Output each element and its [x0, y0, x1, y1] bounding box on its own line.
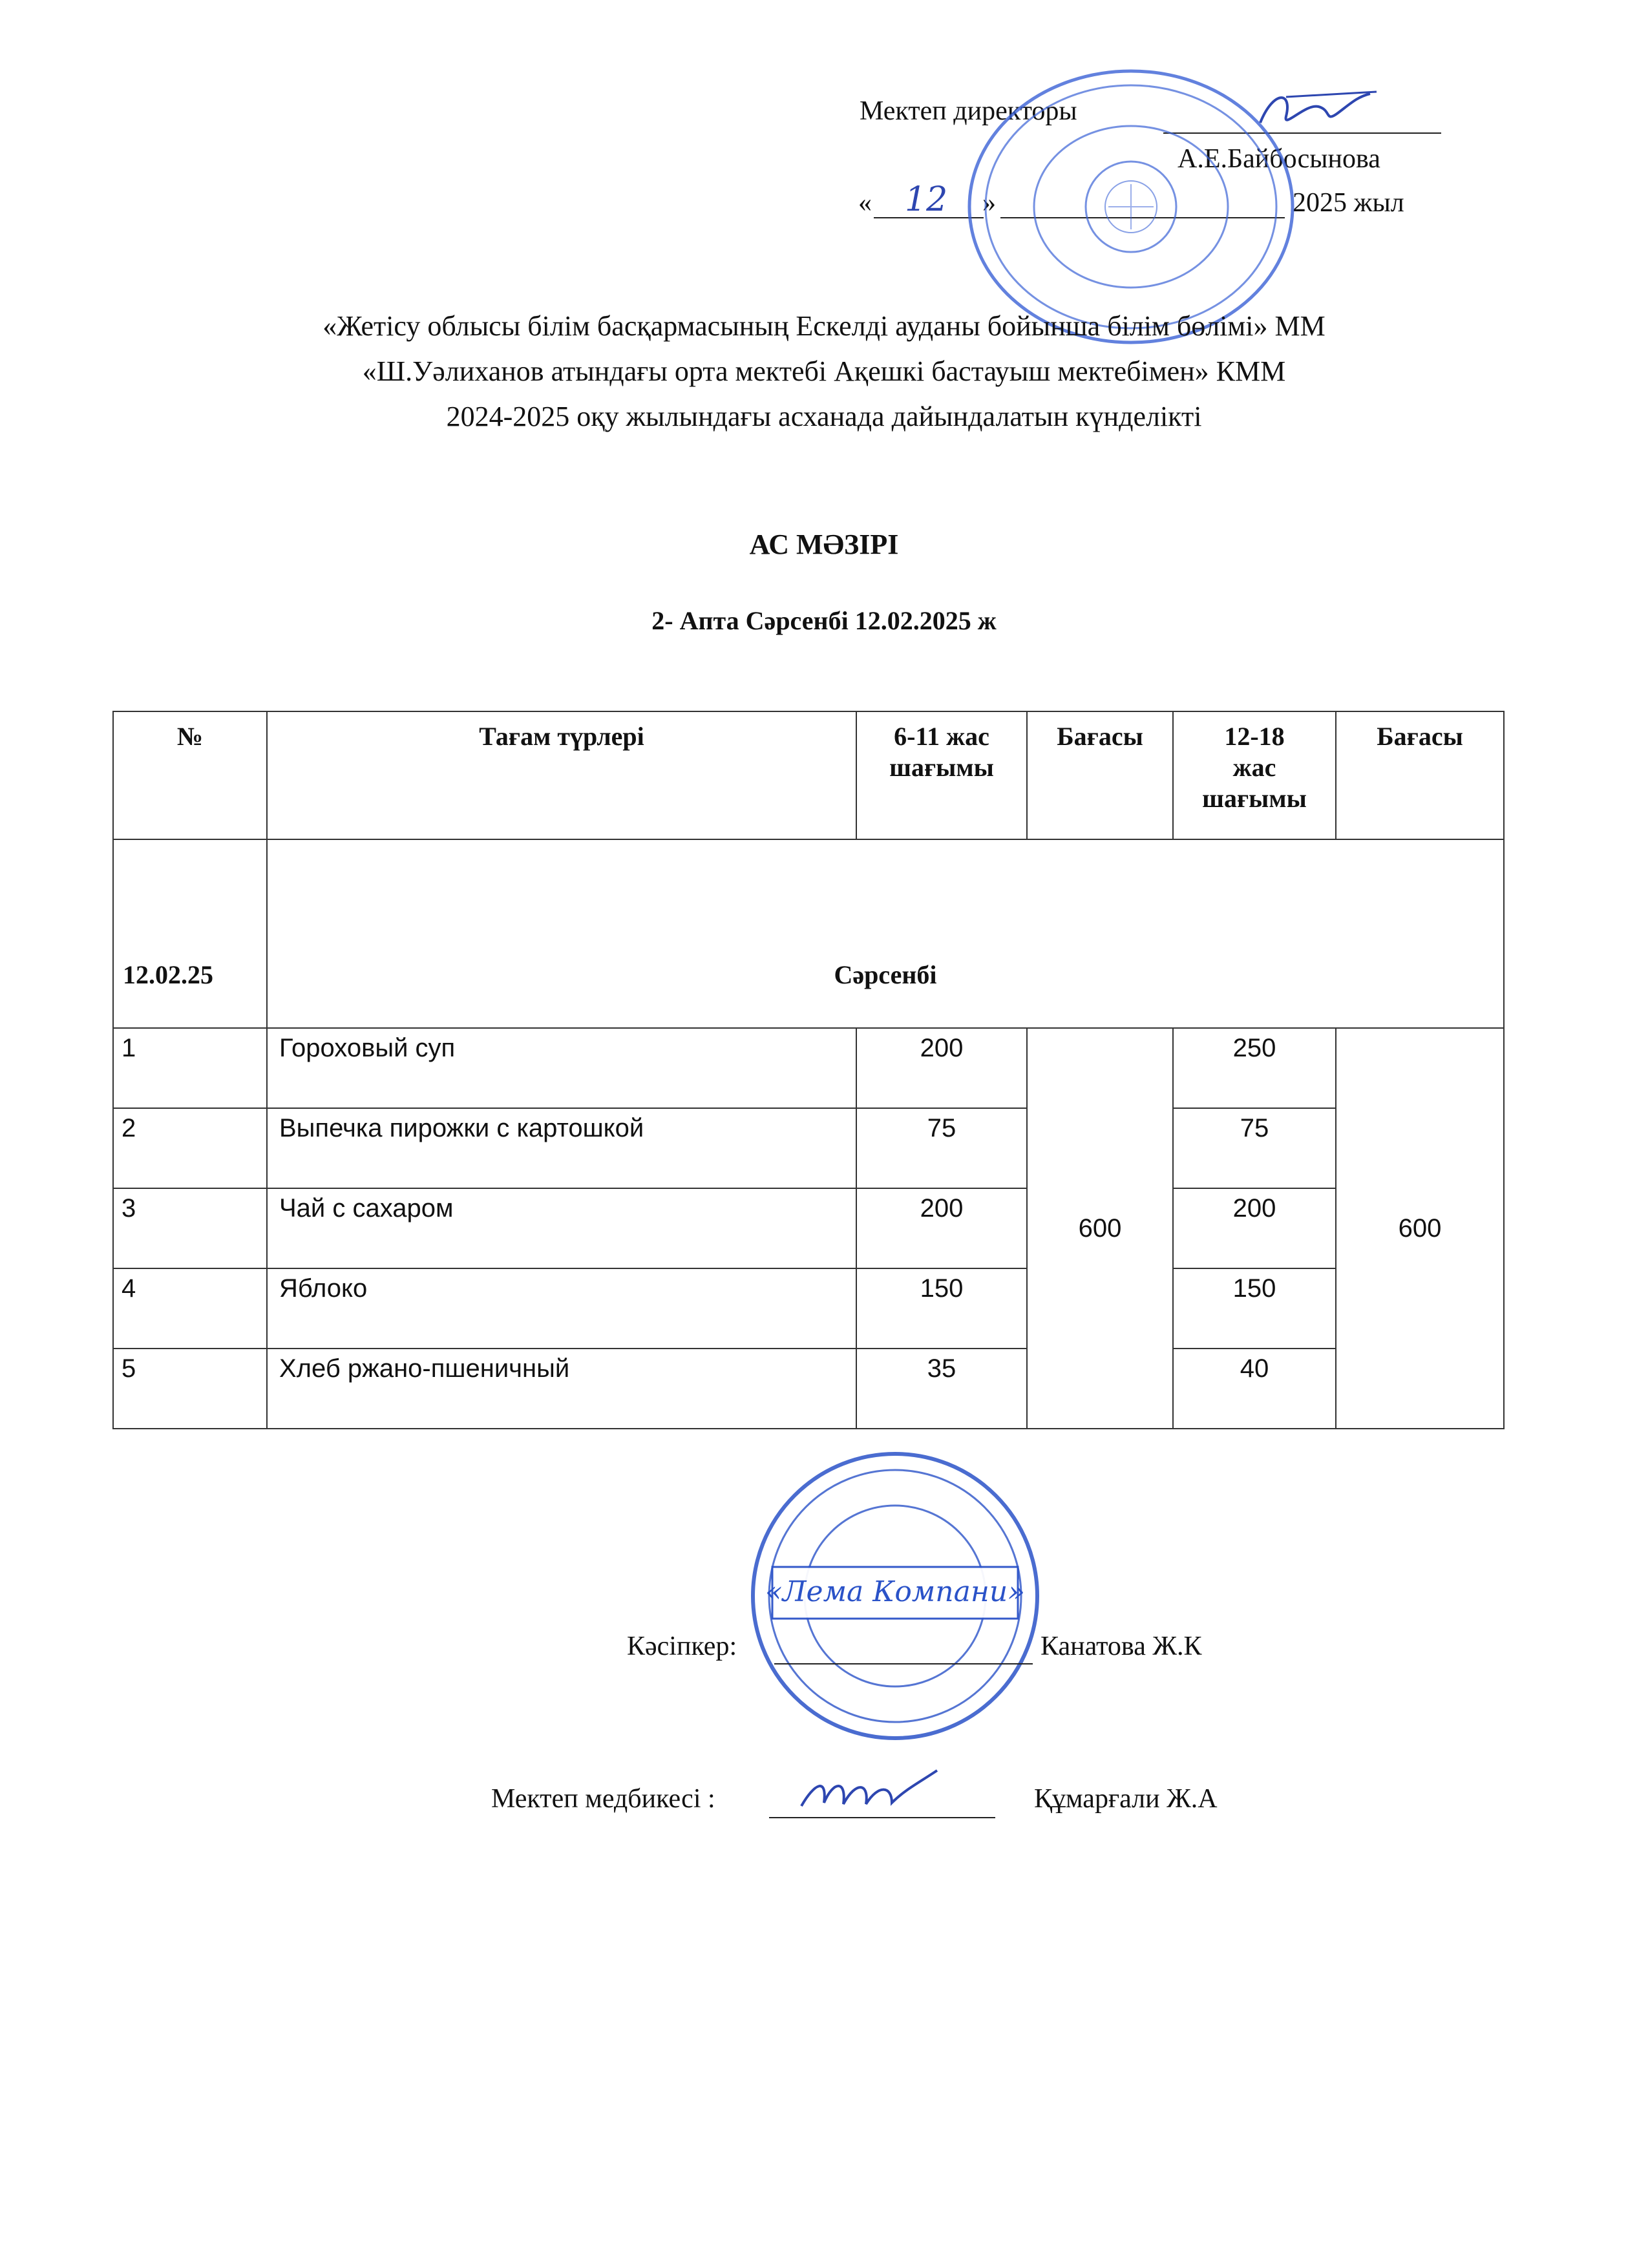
row-num: 3 [113, 1188, 267, 1268]
date-cell: 12.02.25 [113, 839, 267, 1028]
row-dish: Выпечка пирожки с картошкой [267, 1108, 856, 1188]
nurse-signature [795, 1758, 944, 1822]
header-price-2: Бағасы [1336, 711, 1504, 839]
header-portion-12-18-line1: 12-18 [1224, 722, 1285, 751]
entrepreneur-signature-line [774, 1663, 1033, 1664]
entrepreneur-name: Канатова Ж.К [1041, 1632, 1202, 1661]
row-portion-6-11: 75 [856, 1108, 1027, 1188]
header-portion-6-11-line2: шағымы [889, 753, 994, 782]
page-title: АС МӘЗІРІ [749, 529, 899, 560]
nurse-name: Құмарғали Ж.А [1034, 1784, 1218, 1814]
row-portion-12-18: 150 [1173, 1268, 1336, 1349]
year-label: 2025 жыл [1293, 188, 1404, 218]
table-row [113, 1349, 1504, 1429]
row-portion-12-18: 40 [1173, 1349, 1336, 1429]
date-day: 12 [905, 180, 948, 219]
page-subtitle: 2- Апта Сәрсенбі 12.02.2025 ж [651, 606, 997, 635]
header-portion-12-18-line2: жас [1232, 753, 1276, 782]
table-row [113, 1028, 1504, 1108]
table-row [113, 1108, 1504, 1188]
header-num: № [113, 711, 267, 839]
menu-table [112, 711, 1505, 1429]
price-6-11: 600 [1027, 1028, 1173, 1429]
header-line-3: 2024-2025 оқу жылындағы асханада дайындалатын күнделікті [446, 401, 1202, 432]
row-dish: Яблоко [267, 1268, 856, 1349]
header-portion-12-18-line3: шағымы [1202, 784, 1307, 813]
nurse-label: Мектеп медбикесі : [491, 1784, 715, 1814]
weekday-cell: Сәрсенбі [267, 839, 1504, 1028]
row-portion-12-18: 250 [1173, 1028, 1336, 1108]
director-label: Мектеп директоры [860, 96, 1077, 126]
row-num: 2 [113, 1108, 267, 1188]
date-close-quote: » [982, 188, 996, 218]
date-row [113, 839, 1504, 1028]
row-num: 1 [113, 1028, 267, 1108]
svg-text:«Лема Компани»: «Лема Компани» [765, 1575, 1026, 1608]
row-portion-12-18: 200 [1173, 1188, 1336, 1268]
header-dish-types: Тағам түрлері [267, 711, 856, 839]
price-12-18: 600 [1336, 1028, 1504, 1429]
row-dish: Чай с сахаром [267, 1188, 856, 1268]
row-portion-6-11: 200 [856, 1028, 1027, 1108]
row-portion-12-18: 75 [1173, 1108, 1336, 1188]
row-num: 4 [113, 1268, 267, 1349]
date-open-quote: « [858, 188, 872, 218]
header-price-1: Бағасы [1027, 711, 1173, 839]
row-num: 5 [113, 1349, 267, 1429]
table-row [113, 1188, 1504, 1268]
table-header-row [113, 711, 1504, 839]
header-portion-6-11-line1: 6-11 жас [894, 722, 989, 751]
entrepreneur-label: Кәсіпкер: [627, 1632, 737, 1661]
row-portion-6-11: 150 [856, 1268, 1027, 1349]
school-stamp [963, 65, 1299, 349]
header-portion-6-11 [856, 711, 1027, 839]
row-dish: Хлеб ржано-пшеничный [267, 1349, 856, 1429]
director-name: А.Е.Байбосынова [1178, 144, 1380, 174]
row-portion-6-11: 200 [856, 1188, 1027, 1268]
header-line-2: «Ш.Уәлиханов атындағы орта мектебі Ақешкі бастауыш мектебімен» КММ [362, 355, 1286, 387]
header-line-1: «Жетісу облысы білім басқармасының Ескелді ауданы бойынша білім бөлімі» ММ [322, 310, 1326, 342]
table-row [113, 1268, 1504, 1349]
header-portion-12-18 [1173, 711, 1336, 839]
row-dish: Гороховый суп [267, 1028, 856, 1108]
company-stamp [743, 1447, 1047, 1745]
row-portion-6-11: 35 [856, 1349, 1027, 1429]
